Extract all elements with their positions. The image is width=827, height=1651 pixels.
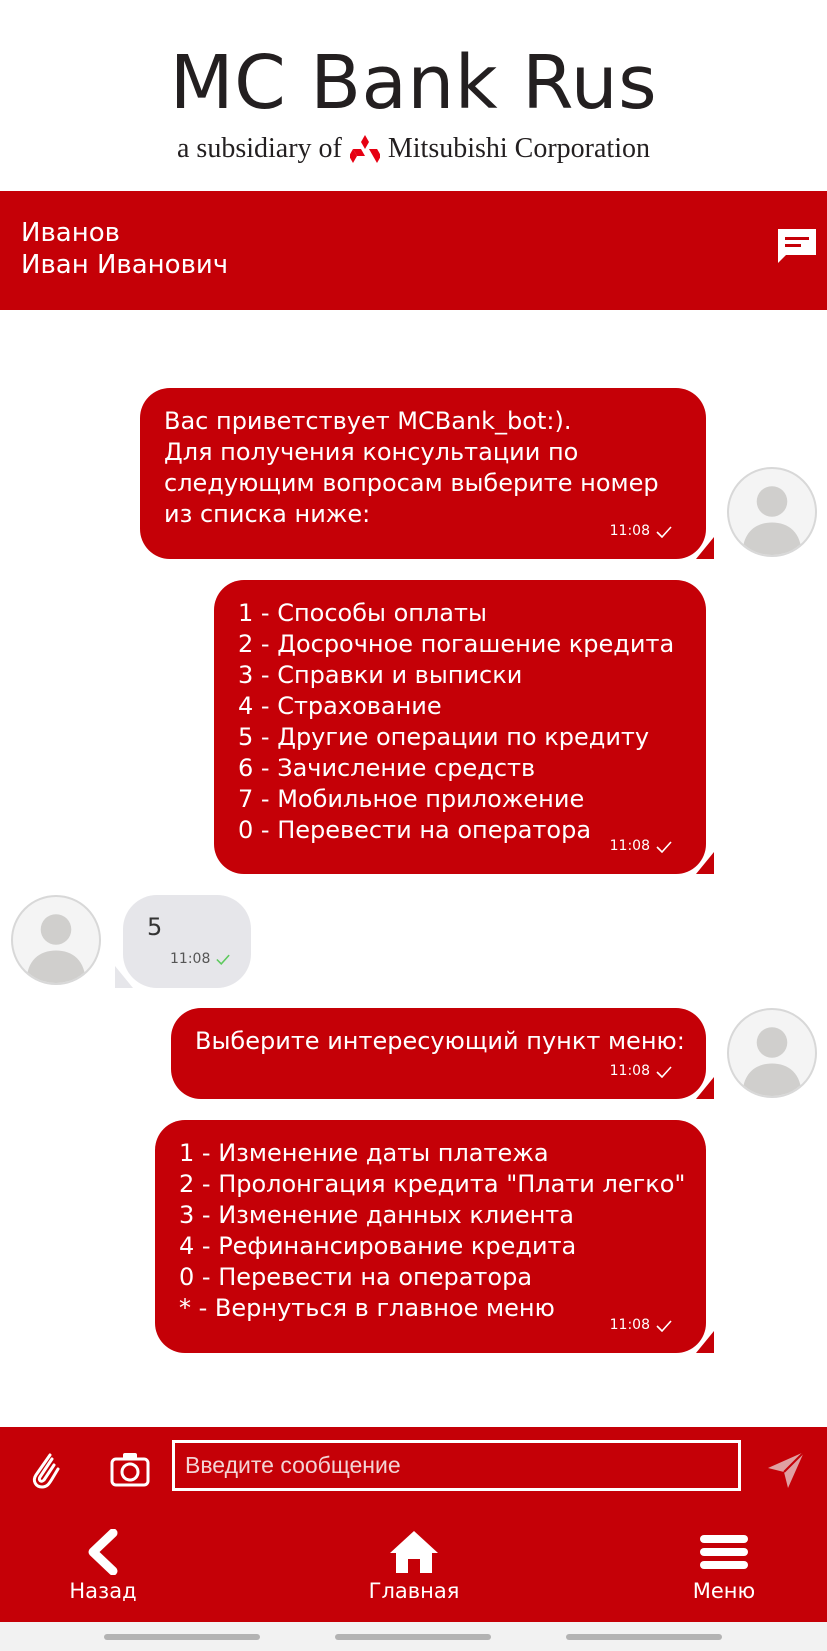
gesture-pill[interactable]	[104, 1634, 260, 1640]
user-message-text: 5	[147, 913, 163, 941]
bubble-tail	[696, 1331, 714, 1353]
paperclip-icon[interactable]	[26, 1445, 62, 1493]
gesture-pill[interactable]	[566, 1634, 722, 1640]
message-time: 11:08	[609, 523, 650, 539]
user-avatar	[11, 895, 101, 985]
brand-subtitle-company: Mitsubishi Corporation	[387, 133, 650, 164]
check-icon	[656, 1066, 672, 1078]
avatar-icon	[729, 469, 815, 555]
brand-title: MC Bank Rus	[169, 40, 658, 126]
menu-option: 1 - Способы оплаты	[238, 599, 487, 627]
message-line: Вас приветствует MCBank_bot:).	[164, 407, 572, 435]
bubble-tail	[696, 1077, 714, 1099]
gesture-pill[interactable]	[335, 1634, 491, 1640]
menu-option: 2 - Досрочное погашение кредита	[238, 630, 675, 658]
message-meta	[170, 951, 230, 967]
brand-subtitle	[0, 133, 827, 165]
user-first-names: Иван Иванович	[21, 250, 229, 280]
message-time: 11:08	[609, 838, 650, 854]
message-line: из списка ниже:	[164, 500, 371, 528]
home-icon	[388, 1529, 440, 1575]
menu-option: 0 - Перевести на оператора	[179, 1263, 533, 1291]
check-icon	[656, 526, 672, 538]
message-line: Для получения консультации по	[164, 438, 579, 466]
user-message	[123, 895, 251, 988]
mitsubishi-logo-icon	[350, 135, 380, 163]
bubble-tail	[115, 966, 133, 988]
menu-option: 6 - Зачисление средств	[238, 754, 536, 782]
bot-avatar	[727, 467, 817, 557]
menu-icon	[698, 1529, 750, 1575]
user-header	[0, 191, 827, 310]
message-time: 11:08	[609, 1317, 650, 1333]
menu-option: 3 - Изменение данных клиента	[179, 1201, 574, 1229]
menu-option: 3 - Справки и выписки	[238, 661, 523, 689]
message-meta	[610, 1056, 672, 1087]
bot-message-greeting	[140, 388, 706, 559]
bot-avatar	[727, 1008, 817, 1098]
user-last-name: Иванов	[21, 218, 120, 248]
bottom-navigation	[0, 1515, 827, 1622]
nav-home-label: Главная	[368, 1579, 460, 1603]
user-name	[21, 217, 228, 281]
message-line: Выберите интересующий пункт меню:	[195, 1027, 685, 1055]
menu-option: * - Вернуться в главное меню	[179, 1294, 555, 1322]
camera-icon[interactable]	[110, 1451, 150, 1487]
menu-option: 2 - Пролонгация кредита "Плати легко"	[179, 1170, 686, 1198]
nav-home-button[interactable]	[334, 1515, 494, 1622]
check-icon	[656, 841, 672, 853]
menu-option: 1 - Изменение даты платежа	[179, 1139, 549, 1167]
message-time: 11:08	[170, 951, 211, 967]
system-gesture-bar	[0, 1622, 827, 1651]
bot-message-prompt	[171, 1008, 706, 1099]
message-line: следующим вопросам выберите номер	[164, 469, 659, 497]
message-meta	[610, 831, 672, 862]
avatar-icon	[13, 897, 99, 983]
menu-option: 4 - Рефинансирование кредита	[179, 1232, 577, 1260]
message-composer	[0, 1427, 827, 1515]
bubble-tail	[696, 852, 714, 874]
nav-menu-button[interactable]	[644, 1515, 804, 1622]
nav-menu-label: Меню	[692, 1579, 756, 1603]
bot-message-main-menu	[214, 580, 706, 874]
message-meta	[610, 1310, 672, 1341]
avatar-icon	[729, 1010, 815, 1096]
back-chevron-icon	[83, 1529, 123, 1575]
check-icon	[216, 954, 230, 965]
bot-message-submenu	[155, 1120, 706, 1353]
menu-option: 5 - Другие операции по кредиту	[238, 723, 650, 751]
send-icon[interactable]	[766, 1450, 806, 1490]
check-icon	[656, 1320, 672, 1332]
menu-option: 7 - Мобильное приложение	[238, 785, 585, 813]
message-time: 11:08	[609, 1063, 650, 1079]
nav-back-button[interactable]	[23, 1515, 183, 1622]
brand-header	[0, 0, 827, 191]
brand-subtitle-prefix: a subsidiary of	[177, 133, 342, 164]
message-meta	[610, 516, 672, 547]
menu-option: 4 - Страхование	[238, 692, 442, 720]
bubble-tail	[696, 537, 714, 559]
nav-back-label: Назад	[69, 1579, 137, 1603]
chat-icon[interactable]	[776, 227, 818, 265]
menu-option: 0 - Перевести на оператора	[238, 816, 592, 844]
message-input[interactable]	[172, 1440, 741, 1491]
